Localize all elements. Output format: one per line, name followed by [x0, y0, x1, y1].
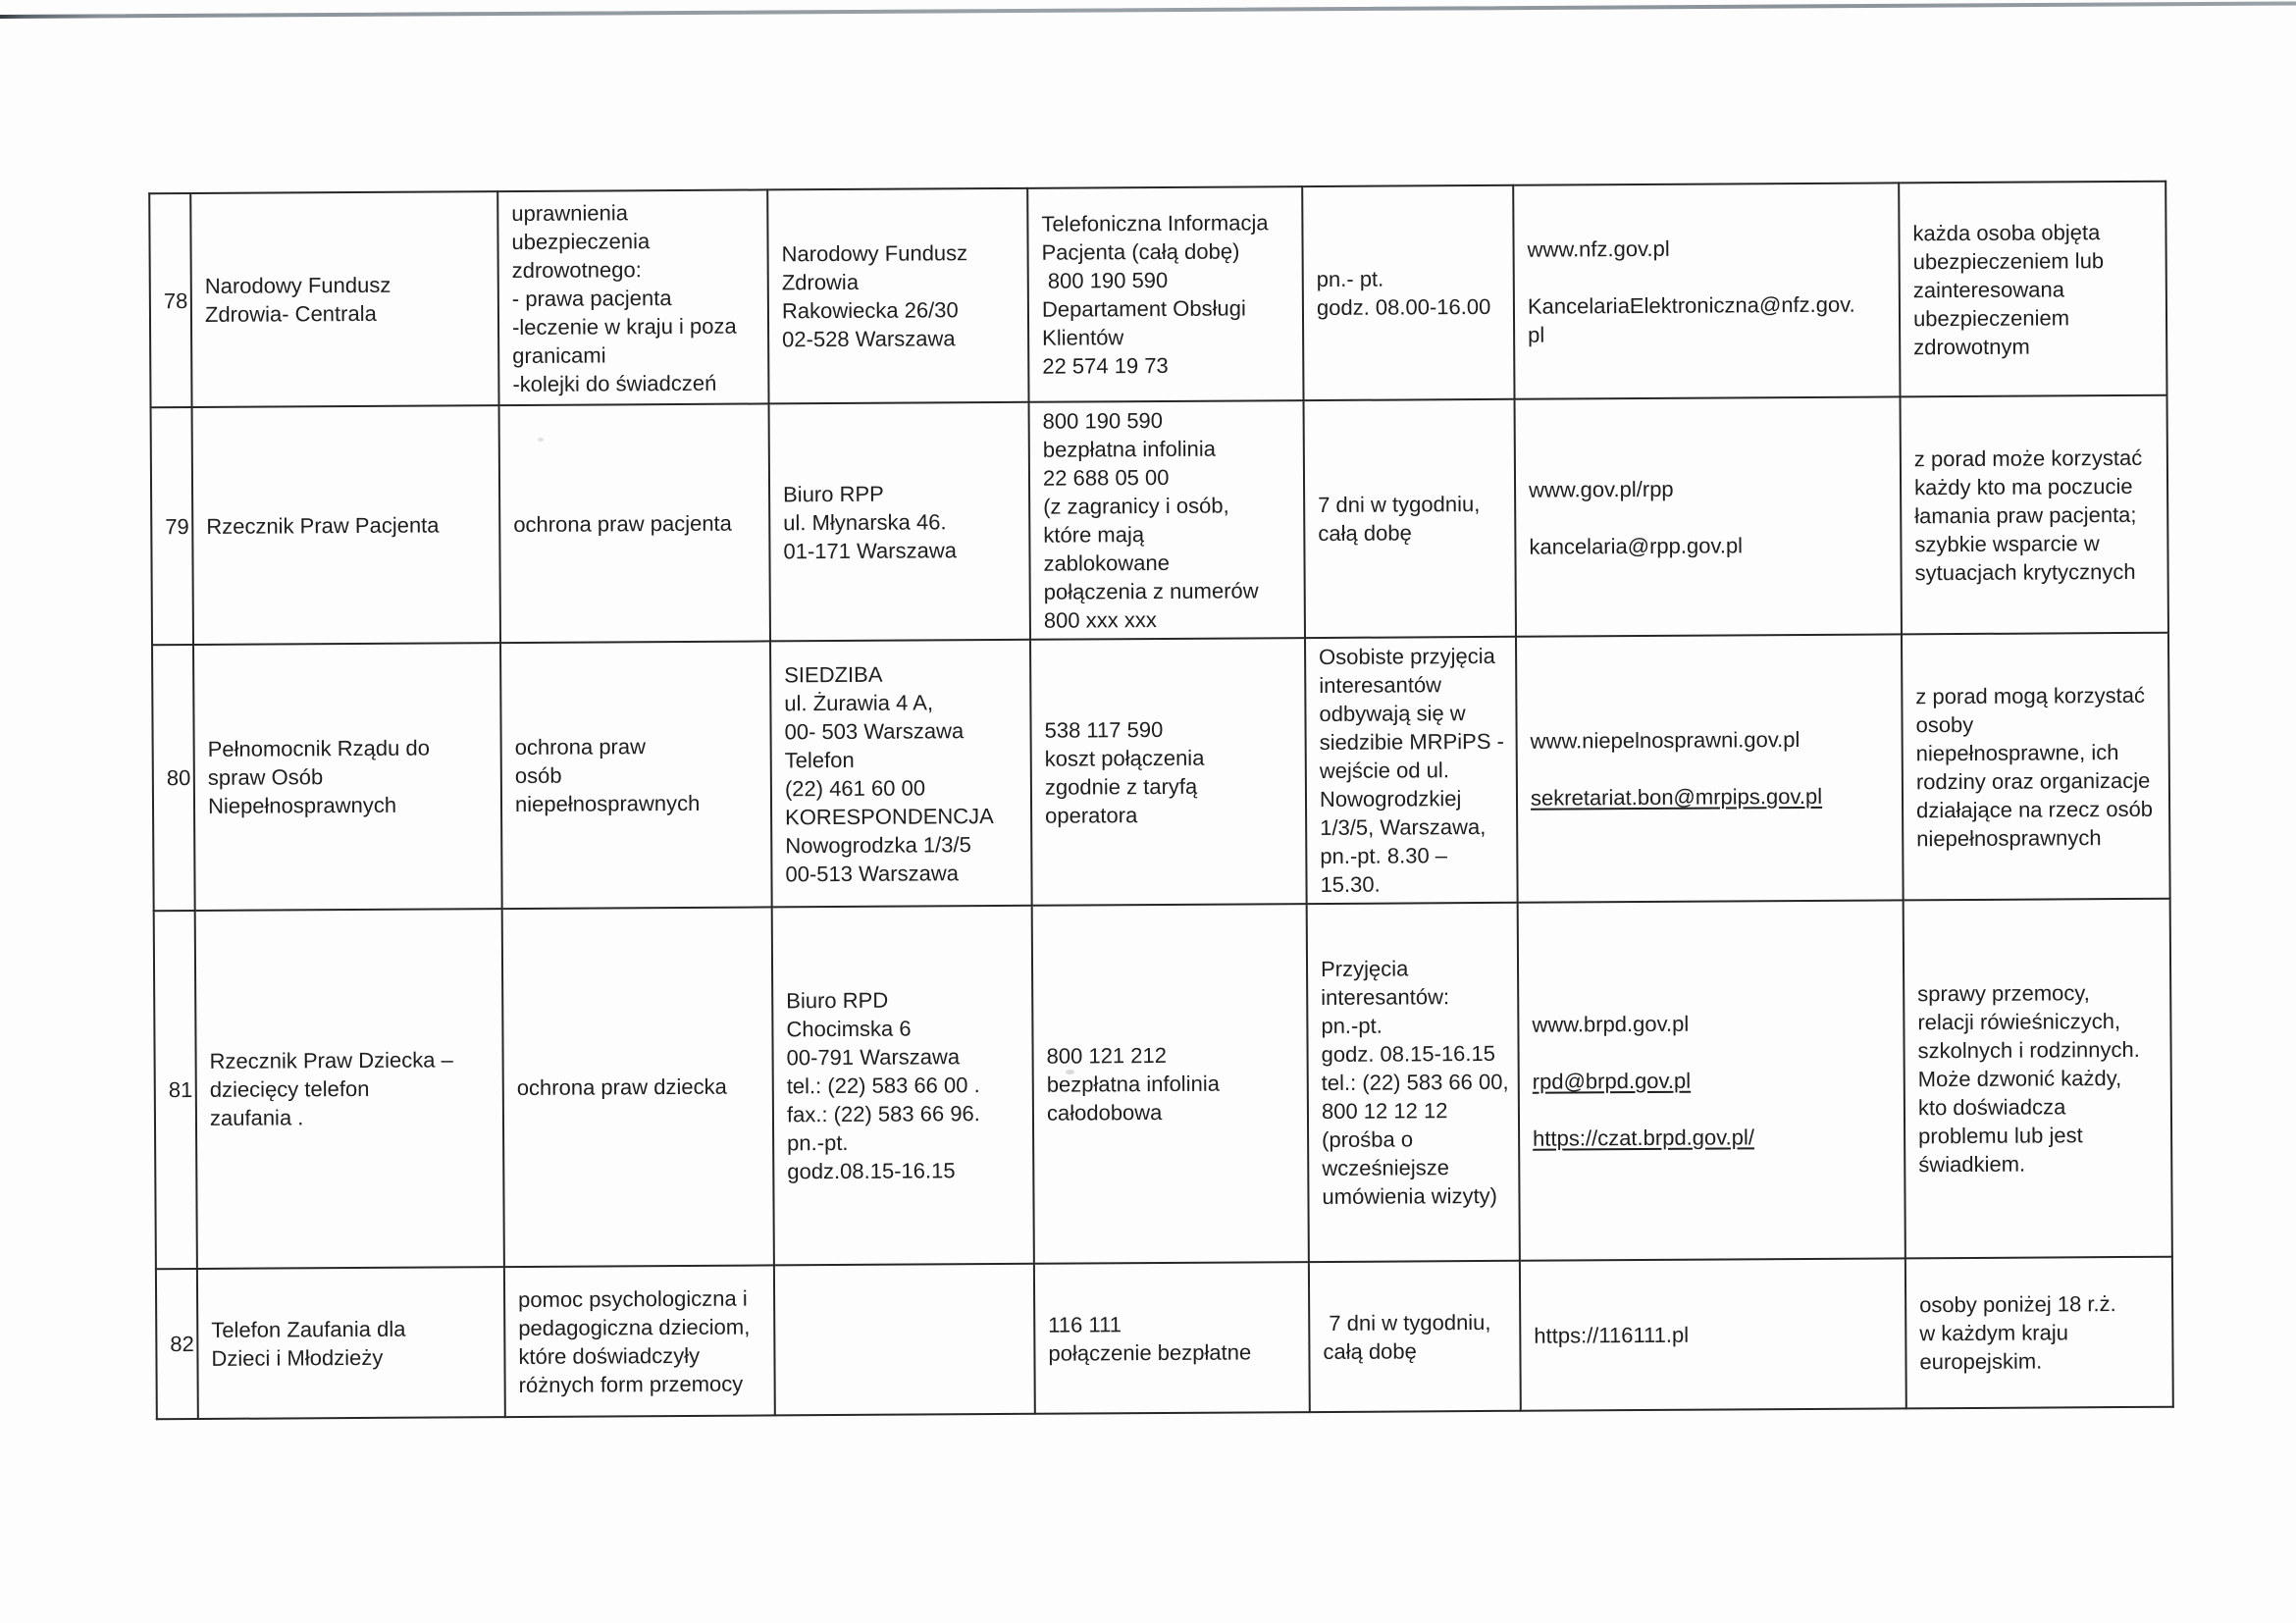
- row-80-eligibility-cell: [1902, 633, 2170, 901]
- text-line: Pacjenta (całą dobę): [1041, 238, 1240, 265]
- text-line: pn.-pt.: [787, 1129, 849, 1156]
- text-line: [1531, 781, 1896, 812]
- text-line: 7 dni w tygodniu,: [1323, 1309, 1491, 1335]
- text-line: dziecięcy telefon: [209, 1075, 370, 1102]
- text-line: zaufania .: [209, 1105, 304, 1130]
- text-line: Rakowiecka 26/30: [781, 297, 959, 324]
- text-line: 538 117 590: [1044, 716, 1164, 743]
- table-row-79: [151, 395, 2168, 646]
- row-79-eligibility-cell: [1901, 395, 2168, 635]
- text-line: Biuro RPD: [786, 987, 889, 1014]
- hyperlink[interactable]: rpd@brpd.gov.pl: [1532, 1068, 1692, 1094]
- text-line: 82: [170, 1332, 194, 1357]
- row-78-website-cell: [1513, 183, 1900, 398]
- row-80-website-cell: [1516, 634, 1904, 902]
- text-line: [1531, 753, 1896, 783]
- text-line: ochrona praw: [514, 734, 647, 760]
- text-line: ubezpieczeniem lub: [1912, 247, 2105, 274]
- row-80-name-cell: [193, 643, 502, 911]
- text-line: niepełnosprawnych: [514, 790, 701, 817]
- text-line: Pełnomocnik Rządu do: [207, 735, 430, 761]
- text-line: które mają: [1043, 522, 1145, 548]
- text-line: zainteresowana: [1912, 276, 2065, 302]
- text-line: godz.08.15-16.15: [787, 1158, 956, 1184]
- row-82-website-cell: [1520, 1258, 1906, 1410]
- text-line: 800 190 590: [1041, 267, 1169, 293]
- text-line: [1528, 261, 1893, 291]
- row-78-no-cell: [149, 193, 191, 407]
- text-line: Zdrowia- Centrala: [204, 300, 377, 327]
- row-80-scope-cell: [500, 641, 772, 909]
- text-line: pn.- pt.: [1316, 266, 1384, 292]
- text-line: 81: [168, 1077, 193, 1103]
- text-line: Osobiste przyjęcia: [1319, 643, 1495, 670]
- text-line: pn.-pt. 8.30 – 15.30.: [1320, 843, 1454, 898]
- text-line: 00- 503 Warszawa: [784, 717, 965, 744]
- text-line: bezpłatna infolinia: [1042, 436, 1217, 462]
- text-line: w każdym kraju: [1919, 1320, 2069, 1346]
- text-line: ubezpieczeniem: [1912, 304, 2070, 331]
- text-line: 00-791 Warszawa: [786, 1044, 961, 1071]
- row-78-scope-cell: [497, 189, 768, 405]
- text-line: różnych form przemocy: [518, 1371, 744, 1397]
- text-line: SIEDZIBA: [784, 661, 883, 687]
- text-line: sytuacjach krytycznych: [1914, 558, 2136, 585]
- text-line: ochrona praw pacjenta: [513, 510, 732, 537]
- text-line: spraw Osób: [207, 764, 324, 790]
- table-body: [149, 182, 2173, 1420]
- text-line: Rzecznik Praw Pacjenta: [206, 511, 440, 539]
- text-line: zgodnie z taryfą: [1044, 773, 1198, 800]
- text-line: [1532, 1036, 1897, 1067]
- text-line: -kolejki do świadczeń: [512, 370, 717, 396]
- row-81-address-cell: [772, 906, 1034, 1266]
- text-line: 800 121 212: [1046, 1042, 1168, 1069]
- table-row-82: [156, 1257, 2173, 1420]
- text-line: [1533, 1093, 1898, 1124]
- text-line: interesantów:: [1321, 984, 1450, 1011]
- row-81-no-cell: [154, 911, 197, 1269]
- text-line: Biuro RPP: [783, 481, 884, 506]
- text-line: Chocimska 6: [786, 1016, 912, 1042]
- text-line: fax.: (22) 583 66 96.: [786, 1101, 980, 1127]
- text-line: niepełnosprawne, ich: [1915, 739, 2119, 765]
- text-line: zdrowotnym: [1913, 334, 2030, 359]
- text-line: (22) 461 60 00: [784, 774, 926, 801]
- row-81-website-cell: [1518, 900, 1905, 1260]
- text-line: 800 xxx xxx: [1043, 607, 1157, 633]
- row-82-scope-cell: [504, 1265, 775, 1417]
- text-line: z porad mogą korzystać: [1915, 682, 2145, 708]
- text-line: zablokowane: [1043, 550, 1171, 576]
- row-82-hours-cell: [1309, 1261, 1521, 1412]
- text-line: (z zagranicy i osób,: [1043, 493, 1229, 519]
- row-79-hours-cell: [1304, 399, 1516, 638]
- text-line: Rzecznik Praw Dziecka –: [209, 1047, 453, 1073]
- text-line: Niepełnosprawnych: [207, 792, 397, 818]
- text-line: niepełnosprawnych: [1916, 824, 2102, 851]
- text-line: ul. Żurawia 4 A,: [784, 689, 934, 715]
- text-line: każda osoba objęta: [1912, 219, 2101, 245]
- text-line: Przyjęcia: [1320, 956, 1409, 982]
- text-line: każdy kto ma poczucie: [1913, 473, 2133, 499]
- text-line: 800 12 12 12: [1321, 1098, 1448, 1125]
- text-line: które doświadczyły: [518, 1342, 701, 1369]
- row-79-website-cell: [1515, 396, 1902, 636]
- text-line: sprawy przemocy,: [1917, 980, 2090, 1007]
- text-line: 22 688 05 00: [1042, 464, 1170, 491]
- table-row-80: [152, 633, 2170, 912]
- row-82-name-cell: [197, 1267, 505, 1419]
- text-line: pl: [1528, 322, 1545, 347]
- table-row-78: [149, 182, 2166, 408]
- text-line: osób: [514, 762, 562, 789]
- text-line: KancelariaElektroniczna@nfz.gov.: [1527, 291, 1855, 319]
- text-line: Narodowy Fundusz: [204, 272, 391, 298]
- text-line: bezpłatna infolinia: [1046, 1071, 1220, 1097]
- row-81-name-cell: [195, 909, 504, 1269]
- text-line: Nowogrodzka 1/3/5: [785, 831, 971, 858]
- text-line: zdrowotnego:: [511, 256, 642, 283]
- text-line: [1529, 501, 1894, 532]
- text-line: www.brpd.gov.pl: [1532, 1011, 1690, 1037]
- text-line: 00-513 Warszawa: [785, 860, 960, 886]
- row-80-phone-cell: [1030, 638, 1307, 906]
- text-line: pn.-pt.: [1321, 1013, 1383, 1039]
- text-line: 01-171 Warszawa: [783, 537, 957, 563]
- text-line: www.gov.pl/rpp: [1528, 476, 1674, 502]
- text-line: osoby: [1915, 711, 1974, 737]
- hyperlink[interactable]: sekretariat.bon@mrpips.gov.pl: [1530, 783, 1823, 811]
- row-82-address-cell: [774, 1264, 1035, 1416]
- institutions-contact-table: [148, 181, 2174, 1421]
- text-line: umówienia wizyty): [1322, 1182, 1498, 1210]
- text-line: Departament Obsługi: [1041, 295, 1246, 322]
- text-line: uprawnienia: [511, 199, 629, 226]
- text-line: KORESPONDENCJA: [785, 803, 994, 829]
- text-line: połączenie bezpłatne: [1048, 1338, 1252, 1366]
- text-line: całą dobę: [1323, 1337, 1417, 1364]
- text-line: [1533, 1122, 1898, 1152]
- text-line: Zdrowia: [781, 269, 860, 295]
- text-line: siedzibie MRPiPS -: [1319, 728, 1504, 756]
- scanner-edge-artifact: [0, 1, 2296, 19]
- text-line: Klientów: [1042, 325, 1124, 350]
- text-line: koszt połączenia: [1044, 745, 1205, 771]
- row-78-hours-cell: [1302, 185, 1514, 400]
- text-line: Telefon Zaufania dla: [211, 1316, 406, 1342]
- text-line: Narodowy Fundusz: [781, 240, 968, 267]
- text-line: ubezpieczenia: [511, 228, 651, 254]
- text-line: pedagogiczna dzieciom,: [518, 1314, 751, 1340]
- text-line: łamania praw pacjenta;: [1914, 501, 2137, 528]
- text-line: Telefoniczna Informacja: [1041, 210, 1269, 236]
- row-80-hours-cell: [1305, 637, 1518, 904]
- row-78-eligibility-cell: [1899, 182, 2166, 397]
- row-81-scope-cell: [502, 907, 774, 1267]
- text-line: wejście od ul.: [1319, 758, 1449, 784]
- text-line: interesantów: [1319, 672, 1442, 699]
- row-78-address-cell: [767, 188, 1028, 404]
- text-line: wcześniejsze: [1322, 1155, 1449, 1181]
- text-line: www.niepelnosprawni.gov.pl: [1530, 727, 1800, 754]
- text-line: 78: [163, 288, 188, 313]
- row-81-phone-cell: [1032, 904, 1309, 1264]
- text-line: godz. 08.15-16.15: [1321, 1040, 1496, 1068]
- row-78-phone-cell: [1027, 186, 1303, 402]
- row-81-eligibility-cell: [1904, 899, 2172, 1259]
- text-line: problemu lub jest: [1918, 1123, 2083, 1149]
- text-line: 116 111: [1048, 1311, 1122, 1337]
- text-line: Dzieci i Młodzieży: [211, 1344, 384, 1371]
- text-line: całodobowa: [1046, 1100, 1163, 1126]
- text-line: 80: [166, 765, 191, 791]
- text-line: relacji rówieśniczych,: [1917, 1009, 2121, 1035]
- text-line: 22 574 19 73: [1042, 352, 1169, 379]
- text-line: rodziny oraz organizacje: [1915, 767, 2151, 794]
- text-line: granicami: [512, 341, 606, 368]
- row-81-hours-cell: [1307, 903, 1520, 1262]
- text-line: (prośba o: [1322, 1126, 1414, 1153]
- text-line: www.nfz.gov.pl: [1527, 236, 1670, 262]
- row-79-no-cell: [151, 407, 193, 645]
- text-line: tel.: (22) 583 66 00,: [1321, 1069, 1509, 1096]
- row-79-address-cell: [769, 402, 1030, 642]
- text-line: Telefon: [784, 747, 855, 772]
- text-line: połączenia z numerów: [1043, 578, 1259, 604]
- text-line: pomoc psychologiczna i: [518, 1285, 748, 1312]
- text-line: 800 190 590: [1042, 407, 1164, 434]
- text-line: szybkie wsparcie w: [1914, 530, 2100, 556]
- text-line: kancelaria@rpp.gov.pl: [1529, 532, 1744, 559]
- text-line: Może dzwonić każdy,: [1917, 1066, 2122, 1092]
- row-80-address-cell: [770, 640, 1032, 908]
- table-row-81: [154, 899, 2172, 1270]
- text-line: - prawa pacjenta: [511, 285, 672, 311]
- row-78-name-cell: [190, 191, 498, 407]
- row-82-no-cell: [156, 1269, 198, 1419]
- text-line: ochrona praw dziecka: [516, 1073, 727, 1101]
- text-line: szkolnych i rodzinnych.: [1917, 1036, 2140, 1064]
- row-82-phone-cell: [1034, 1262, 1310, 1414]
- text-line: 1/3/5, Warszawa,: [1320, 813, 1487, 841]
- text-line: -leczenie w kraju i poza: [511, 313, 737, 340]
- row-80-no-cell: [152, 645, 195, 911]
- text-line: 02-528 Warszawa: [782, 326, 956, 352]
- row-82-eligibility-cell: [1905, 1257, 2173, 1409]
- text-line: operatora: [1045, 802, 1138, 828]
- text-line: z porad może korzystać: [1913, 445, 2143, 471]
- row-79-scope-cell: [499, 403, 770, 643]
- text-line: odbywają się w: [1319, 701, 1466, 727]
- text-line: godz. 08.00-16.00: [1316, 293, 1491, 321]
- text-line: ul. Młynarska 46.: [783, 508, 947, 535]
- text-line: tel.: (22) 583 66 00 .: [786, 1073, 980, 1099]
- text-line: europejskim.: [1919, 1348, 2043, 1375]
- row-79-name-cell: [192, 405, 500, 645]
- hyperlink[interactable]: https://czat.brpd.gov.pl/: [1533, 1125, 1755, 1151]
- text-line: działające na rzecz osób: [1915, 796, 2154, 822]
- text-line: 7 dni w tygodniu,: [1318, 492, 1481, 518]
- text-line: całą dobę: [1318, 520, 1412, 547]
- text-line: https://116111.pl: [1534, 1322, 1690, 1348]
- text-line: osoby poniżej 18 r.ż.: [1919, 1291, 2116, 1318]
- text-line: [1533, 1065, 1898, 1095]
- text-line: kto doświadcza: [1917, 1094, 2066, 1121]
- text-line: 79: [165, 513, 189, 539]
- row-79-phone-cell: [1029, 400, 1305, 640]
- text-line: świadkiem.: [1918, 1151, 2026, 1178]
- text-line: Nowogrodzkiej: [1319, 786, 1462, 812]
